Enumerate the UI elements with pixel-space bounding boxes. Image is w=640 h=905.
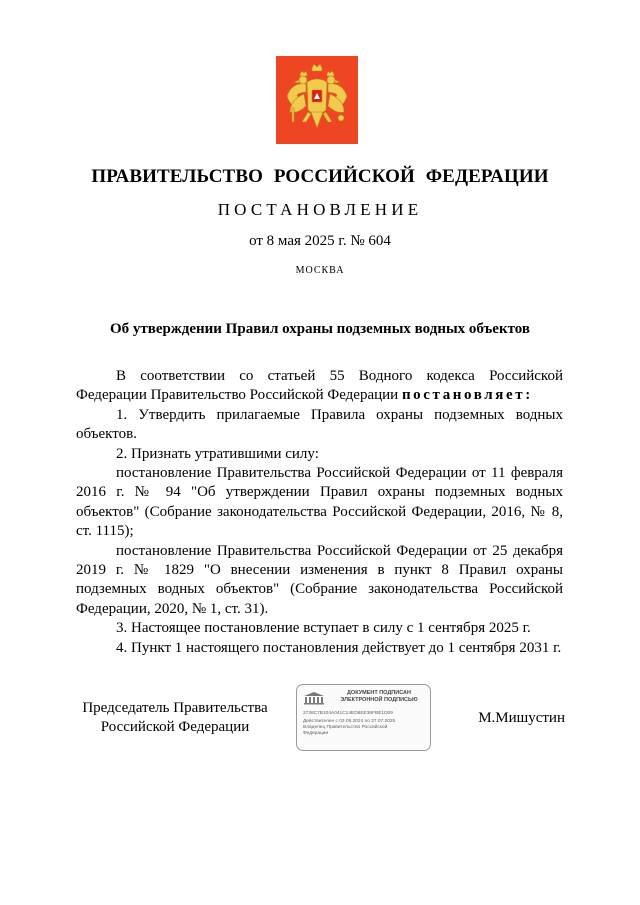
stamp-owner-line-1: Владелец Правительство Российской bbox=[303, 725, 388, 730]
document-date-number: от 8 мая 2025 г. № 604 bbox=[249, 233, 391, 249]
stamp-title-line-2: ЭЛЕКТРОННОЙ ПОДПИСЬЮ bbox=[340, 696, 418, 703]
double-headed-eagle-icon bbox=[284, 62, 350, 138]
stamp-certificate-number: 2726C7B104A041C14ED8EE36FBE1D09 bbox=[303, 711, 393, 716]
document-body bbox=[76, 367, 563, 658]
government-name: ПРАВИТЕЛЬСТВО РОССИЙСКОЙ ФЕДЕРАЦИИ bbox=[91, 166, 549, 187]
signatory-position-line-1: Председатель Правительства bbox=[82, 700, 268, 716]
stamp-title-line-1: ДОКУМЕНТ ПОДПИСАН bbox=[347, 690, 411, 696]
government-building-icon bbox=[303, 691, 325, 705]
item-3: 3. Настоящее постановление вступает в силу с 1 сентября 2025 г. bbox=[116, 620, 531, 637]
signatory-position-line-2: Российской Федерации bbox=[100, 719, 250, 735]
stamp-validity: Действителен с 03.05.2024 по 27.07.2025 bbox=[303, 719, 396, 724]
coat-of-arms-emblem bbox=[276, 56, 358, 144]
preamble-paragraph bbox=[76, 367, 563, 406]
stamp-owner-line-2: Федерации bbox=[303, 730, 329, 736]
signatory-name: М.Мишустин bbox=[478, 710, 565, 726]
preamble-text: В соответствии со статьей 55 Водного кодекса Российской Федерации Правительство Российской Федерации bbox=[76, 368, 563, 404]
item-2: 2. Признать утратившими силу: bbox=[116, 445, 319, 462]
document-city: МОСКВА bbox=[295, 265, 345, 276]
document-type: ПОСТАНОВЛЕНИЕ bbox=[217, 200, 423, 219]
stamp-title bbox=[329, 690, 429, 703]
electronic-signature-stamp bbox=[296, 684, 431, 751]
resolves-word: постановляет: bbox=[401, 387, 533, 404]
stamp-owner bbox=[303, 725, 387, 736]
repealed-act-1: постановление Правительства Российской Федерации от 11 февраля 2016 г. № 94 "Об утверждении Правил охраны подземных водных объектов" (Собрание законодательства Российской Федерации, 2016, № 8, ст. 1115); bbox=[76, 465, 563, 540]
repealed-act-2: постановление Правительства Российской Федерации от 25 декабря 2019 г. № 1829 "О внесении изменения в пункт 8 Правил охраны подземных водных объектов" (Собрание законодательства Российской Федерации, 2020, № 1, ст. 31). bbox=[76, 542, 563, 617]
item-1: 1. Утвердить прилагаемые Правила охраны подземных водных объектов. bbox=[76, 406, 563, 443]
document-subject: Об утверждении Правил охраны подземных водных объектов bbox=[110, 321, 530, 337]
signatory-position bbox=[60, 699, 290, 737]
item-4: 4. Пункт 1 настоящего постановления действует до 1 сентября 2031 г. bbox=[116, 639, 562, 656]
